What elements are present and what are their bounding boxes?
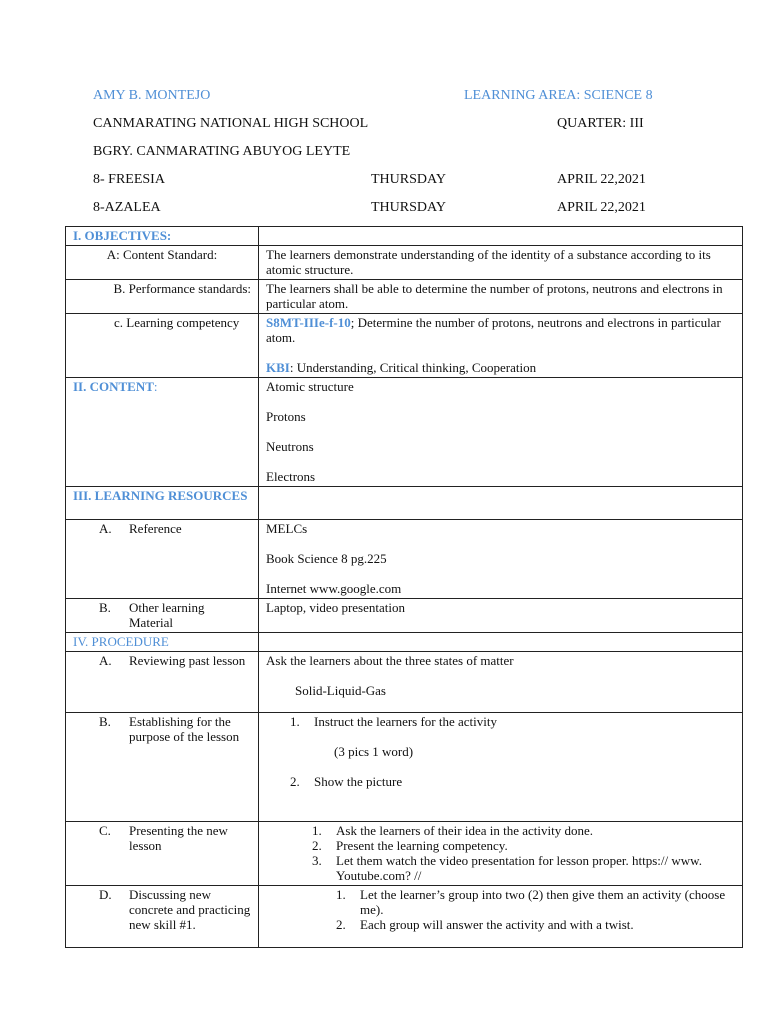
quarter: QUARTER: III <box>557 116 644 131</box>
procedure-b-label-cell <box>66 713 259 822</box>
procedure-b-letter: B. <box>99 714 111 729</box>
procedure-b-cell <box>259 713 743 822</box>
content-heading: II. CONTENT <box>73 379 154 394</box>
procedure-a-cell <box>259 652 743 713</box>
performance-standard-label: B. Performance standards: <box>66 280 259 314</box>
kbi-text: : Understanding, Critical thinking, Cooperation <box>289 360 537 375</box>
content-item: Atomic structure <box>266 379 354 394</box>
competency-text: ; Determine the number of protons, neutrons and electrons in particular atom. <box>266 315 721 345</box>
procedure-c-label-cell <box>66 822 259 886</box>
objectives-heading: I. OBJECTIVES: <box>66 227 259 246</box>
other-material-text: Laptop, video presentation <box>259 599 743 633</box>
list-item: 2. Show the picture <box>290 774 403 789</box>
school-address: BGRY. CANMARATING ABUYOG LEYTE <box>93 144 351 159</box>
section-date: APRIL 22,2021 <box>557 200 646 215</box>
content-standard-label: A: Content Standard: <box>66 246 259 280</box>
procedure-a-label-cell <box>66 652 259 713</box>
resources-heading: III. LEARNING RESOURCES <box>66 487 259 520</box>
learning-competency-label: c. Learning competency <box>66 314 259 378</box>
procedure-b-label: Establishing for the purpose of the lesson <box>129 714 240 744</box>
learning-area: LEARNING AREA: SCIENCE 8 <box>464 88 653 103</box>
competency-code: S8MT-IIIe-f-10 <box>266 315 351 330</box>
learning-competency-cell <box>259 314 743 378</box>
section-name: 8- FREESIA <box>93 172 165 187</box>
procedure-a-sub: Solid-Liquid-Gas <box>295 683 386 698</box>
procedure-d-label: Discussing new concrete and practicing new skill #1. <box>129 887 251 932</box>
section-day: THURSDAY <box>371 200 446 215</box>
content-cell <box>259 378 743 487</box>
reference-item: MELCs <box>266 521 308 536</box>
other-material-label: Other learning Material <box>129 600 205 630</box>
procedure-c-cell <box>259 822 743 886</box>
procedure-d-letter: D. <box>99 887 112 902</box>
content-item: Protons <box>266 409 306 424</box>
list-item: 1. Let the learner’s group into two (2) then give them an activity (choose me). <box>336 887 726 917</box>
procedure-c-label: Presenting the new lesson <box>129 823 228 853</box>
section-day: THURSDAY <box>371 172 446 187</box>
reference-letter: A. <box>99 521 112 536</box>
section-name: 8-AZALEA <box>93 200 161 215</box>
procedure-a-letter: A. <box>99 653 112 668</box>
procedure-b-sub: (3 pics 1 word) <box>334 744 414 759</box>
reference-cell <box>259 520 743 599</box>
content-item: Electrons <box>266 469 316 484</box>
reference-label-cell <box>66 520 259 599</box>
procedure-a-label: Reviewing past lesson <box>129 653 246 668</box>
lesson-plan-table <box>65 226 743 948</box>
reference-item: Internet www.google.com <box>266 581 402 596</box>
performance-standard-text: The learners shall be able to determine the number of protons, neutrons and electrons in particular atom. <box>259 280 743 314</box>
procedure-heading: IV. PROCEDURE <box>66 633 259 652</box>
content-item: Neutrons <box>266 439 314 454</box>
list-item: 1. Ask the learners of their idea in the activity done. <box>312 823 594 838</box>
procedure-d-cell <box>259 886 743 948</box>
other-material-letter: B. <box>99 600 111 615</box>
procedure-d-label-cell <box>66 886 259 948</box>
kbi-label: KBI <box>266 360 290 375</box>
teacher-name: AMY B. MONTEJO <box>93 88 211 103</box>
procedure-c-letter: C. <box>99 823 111 838</box>
other-material-label-cell <box>66 599 259 633</box>
list-item: 2. Each group will answer the activity and with a twist. <box>336 917 634 932</box>
content-heading-cell: II. CONTENT: <box>66 378 259 487</box>
list-item: 1. Instruct the learners for the activity <box>290 714 498 729</box>
reference-item: Book Science 8 pg.225 <box>266 551 387 566</box>
section-date: APRIL 22,2021 <box>557 172 646 187</box>
school-name: CANMARATING NATIONAL HIGH SCHOOL <box>93 116 369 131</box>
content-standard-text: The learners demonstrate understanding of the identity of a substance according to its atomic structure. <box>259 246 743 280</box>
list-item: 2. Present the learning competency. <box>312 838 508 853</box>
procedure-a-text: Ask the learners about the three states of matter <box>266 653 514 668</box>
reference-label: Reference <box>129 521 182 536</box>
list-item: 3. Let them watch the video presentation for lesson proper. https:// www. Youtube.com? // <box>312 853 702 883</box>
